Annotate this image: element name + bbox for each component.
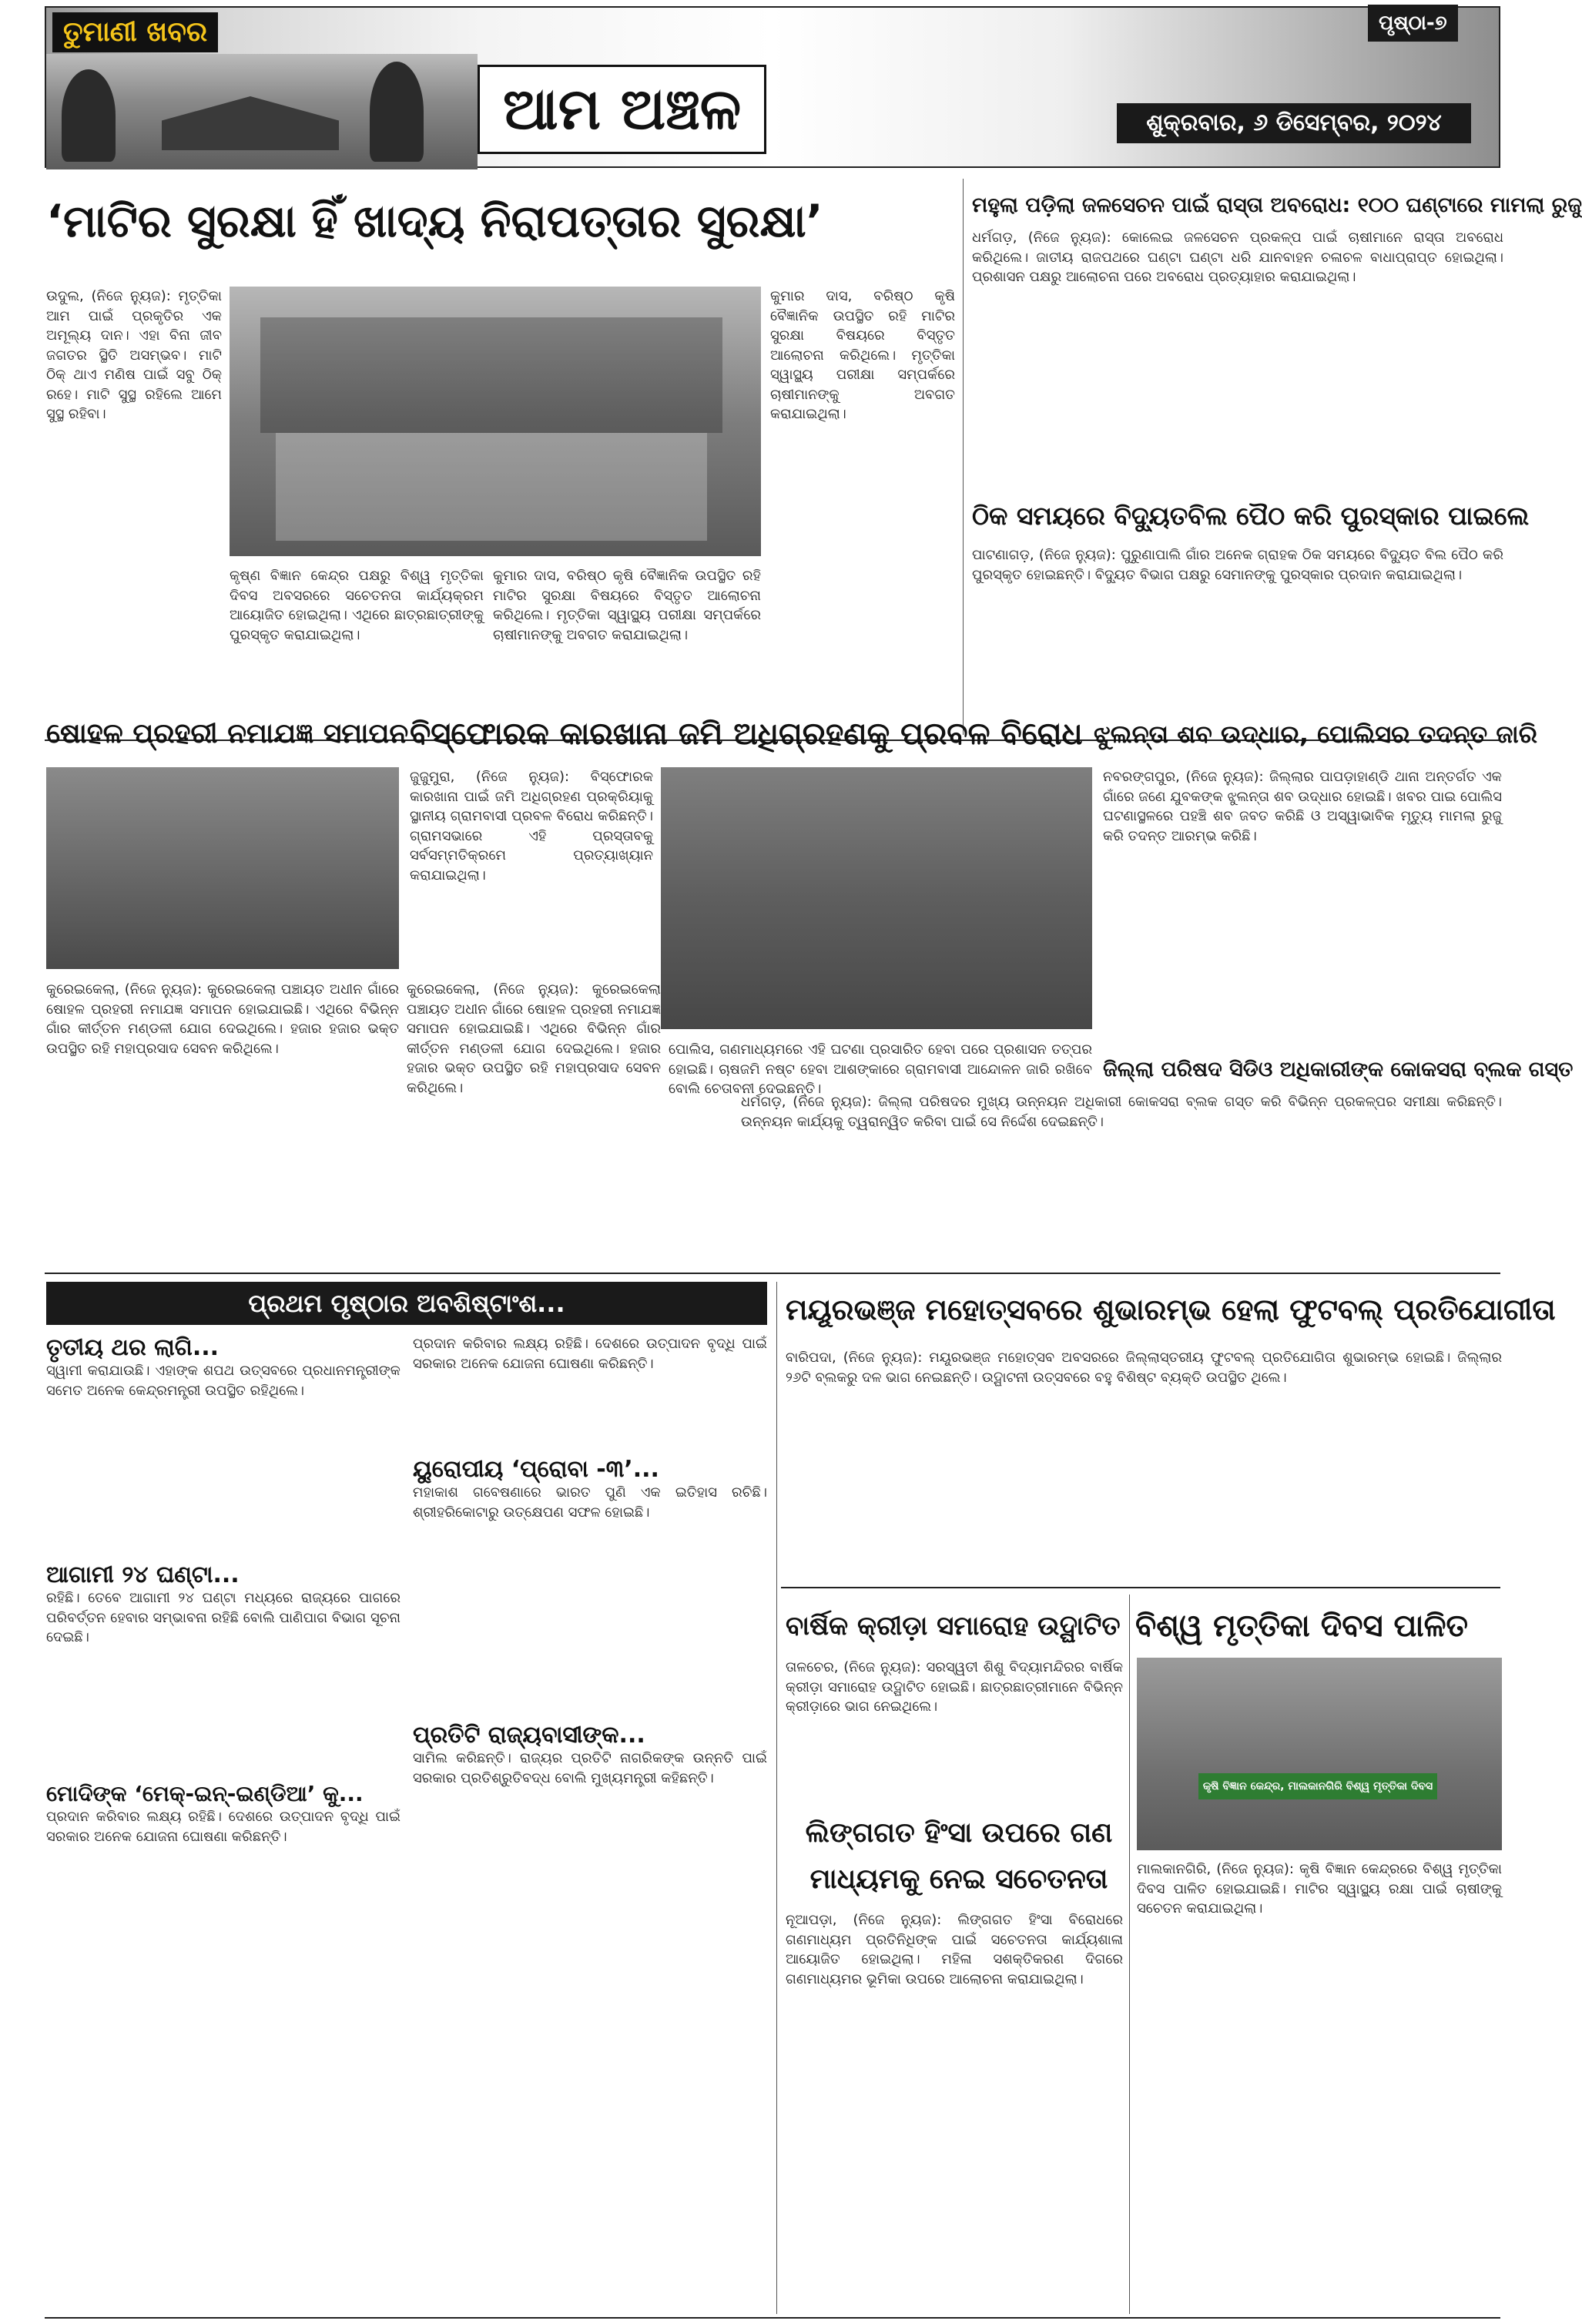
story-body: ଜୁଜୁମୁରା, (ନିଜେ ନ୍ୟୁଜ): ବିସ୍ଫୋରକ କାରଖାନା ପାଇଁ ଜମି ଅଧିଗ୍ରହଣ ପ୍ରକ୍ରିୟାକୁ ସ୍ଥାନୀୟ ଗ୍ରାମବାସୀ ପ୍ରବଳ ବିରୋଧ କରିଛନ୍ତି। ଗ୍ରାମସଭାରେ ଏହି ପ୍ରସ୍ତାବକୁ ସର୍ବସମ୍ମତିକ୍ରମେ ପ୍ରତ୍ୟାଖ୍ୟାନ କରାଯାଇଥିଲା। — [410, 769, 653, 884]
story-body: କୁମାର ଦାସ, ବରିଷ୍ଠ କୃଷି ବୈଜ୍ଞାନିକ ଉପସ୍ଥିତ ରହି ମାଟିର ସୁରକ୍ଷା ବିଷୟରେ ବିସ୍ତୃତ ଆଲୋଚନା କରିଥିଲେ। ମୃତ୍ତିକା ସ୍ୱାସ୍ଥ୍ୟ ପରୀକ୍ଷା ସମ୍ପର୍କରେ ଚାଷୀମାନଙ୍କୁ ଅବଗତ କରାଯାଇଥିଲା। — [493, 568, 761, 643]
headline-explosives-factory: ବିସ୍ଫୋରକ କାରଖାନା ଜମି ଅଧିଗ୍ରହଣକୁ ପ୍ରବଳ ବିରୋଧ — [410, 716, 1083, 752]
hut-shape — [162, 96, 339, 150]
continuation-text: ପ୍ରଦାନ କରିବାର ଲକ୍ଷ୍ୟ ରହିଛି। ଦେଶରେ ଉତ୍ପାଦନ ବୃଦ୍ଧି ପାଇଁ ସରକାର ଅନେକ ଯୋଜନା ଘୋଷଣା କରିଛନ୍ତି। — [46, 1809, 401, 1845]
continuation-heading: ଆଗାମୀ ୨୪ ଘଣ୍ଟା... — [46, 1561, 240, 1588]
continuation-column-right — [413, 1334, 767, 2312]
continuation-box-title: ପ୍ରଥମ ପୃଷ୍ଠାର ଅବଶିଷ୍ଟାଂଶ... — [46, 1282, 767, 1325]
continuation-column-left — [46, 1334, 401, 2312]
headline-cdo-visit: ଜିଲ୍ଲା ପରିଷଦ ସିଡିଓ ଅଧିକାରୀଙ୍କ କୋକସରା ବ୍ଲକ ଗସ୍ତ — [1103, 1058, 1574, 1082]
headline-football: ମୟୂରଭଞ୍ଜ ମହୋତ୍ସବରେ ଶୁଭାରମ୍ଭ ହେଲା ଫୁଟବଲ୍ ପ୍ରତିଯୋଗୀତା — [786, 1293, 1556, 1326]
tree-shape — [62, 69, 116, 162]
photo-religious-procession — [46, 767, 399, 969]
continuation-text: ମହାକାଶ ଗବେଷଣାରେ ଭାରତ ପୁଣି ଏକ ଇତିହାସ ରଚିଛି। ଶ୍ରୀହରିକୋଟାରୁ ଉତ୍କ୍ଷେପଣ ସଫଳ ହୋଇଛି। — [413, 1484, 767, 1521]
story-body: ପାଟଣାଗଡ଼, (ନିଜେ ନ୍ୟୁଜ): ପୁରୁଣାପାଲି ଗାଁର ଅନେକ ଗ୍ରାହକ ଠିକ ସମୟରେ ବିଦ୍ୟୁତ ବିଲ ପୈଠ କରି ପୁରସ୍କୃତ ହୋଇଛନ୍ତି। ବିଦ୍ୟୁତ ବିଭାଗ ପକ୍ଷରୁ ସେମାନଙ୍କୁ ପୁରସ୍କାର ପ୍ରଦାନ କରାଯାଇଥିଲା। — [972, 547, 1503, 583]
column-rule — [963, 179, 964, 735]
event-banner: କୃଷି ବିଜ୍ଞାନ କେନ୍ଦ୍ର, ମାଲକାନଗିରି ବିଶ୍ୱ ମୃତ୍ତିକା ଦିବସ — [1198, 1773, 1437, 1799]
story-body: କୁରେଇକେଲା, (ନିଜେ ନ୍ୟୁଜ): କୁରେଇକେଲା ପଞ୍ଚାୟତ ଅଧୀନ ଗାଁରେ ଷୋହଳ ପ୍ରହରୀ ନମାଯଜ୍ଞ ସମାପନ ହୋଇଯାଇଛି। ଏଥିରେ ବିଭିନ୍ନ ଗାଁର କୀର୍ତ୍ତନ ମଣ୍ଡଳୀ ଯୋଗ ଦେଇଥିଲେ। ହଜାର ହଜାର ଭକ୍ତ ଉପସ୍ଥିତ ରହି ମହାପ୍ରସାଦ ସେବନ କରିଥିଲେ। — [407, 981, 661, 1096]
horizontal-rule — [45, 1273, 1500, 1274]
story-body: ପୋଲିସ, ଗଣମାଧ୍ୟମରେ ଏହି ଘଟଣା ପ୍ରସାରିତ ହେବା ପରେ ପ୍ରଶାସନ ତତ୍ପର ହୋଇଛି। ଚାଷଜମି ନଷ୍ଟ ହେବା ଆଶଙ୍କାରେ ଗ୍ରାମବାସୀ ଆନ୍ଦୋଳନ ଜାରି ରଖିବେ ବୋଲି ଚେତାବନୀ ଦେଇଛନ୍ତି। — [669, 1041, 1092, 1097]
headline-road-block: ମହୁଲା ପଡ଼ିଲା ଜଳସେଚନ ପାଇଁ ରାସ୍ତା ଅବରୋଧ: ୧୦୦ ଘଣ୍ଟାରେ ମାମଲା ରୁଜୁ — [972, 193, 1582, 217]
story-body: ଧର୍ମଗଡ଼, (ନିଜେ ନ୍ୟୁଜ): କୋଲେଇ ଜଳସେଚନ ପ୍ରକଳ୍ପ ପାଇଁ ଚାଷୀମାନେ ରାସ୍ତା ଅବରୋଧ କରିଥିଲେ। ଜାତୀୟ ରାଜପଥରେ ଘଣ୍ଟା ଘଣ୍ଟା ଧରି ଯାନବାହନ ଚଳାଚଳ ବାଧାପ୍ରାପ୍ତ ହୋଇଥିଲା। ପ୍ରଶାସନ ପକ୍ଷରୁ ଆଲୋଚନା ପରେ ଅବରୋଧ ପ୍ରତ୍ୟାହାର କରାଯାଇଥିଲା। — [972, 230, 1503, 285]
column-rule — [1129, 1595, 1130, 2314]
page-number: ପୃଷ୍ଠା-୭ — [1368, 5, 1458, 42]
issue-date: ଶୁକ୍ରବାର, ୬ ଡିସେମ୍ବର, ୨୦୨୪ — [1117, 103, 1471, 143]
headline-gender-violence-line2: ମାଧ୍ୟମକୁ ନେଇ ସଚେତନତା — [809, 1863, 1108, 1895]
headline-soil-safety: ‘ମାଟିର ସୁରକ୍ଷା ହିଁ ଖାଦ୍ୟ ନିରାପତ୍ତାର ସୁରକ୍ଷା’ — [46, 195, 823, 247]
story-body: କୃଷ୍ଣ ବିଜ୍ଞାନ କେନ୍ଦ୍ର ପକ୍ଷରୁ ବିଶ୍ୱ ମୃତ୍ତିକା ଦିବସ ଅବସରରେ ସଚେତନତା କାର୍ଯ୍ୟକ୍ରମ ଆୟୋଜିତ ହୋଇଥିଲା। ଏଥିରେ ଛାତ୍ରଛାତ୍ରୀଙ୍କୁ ପୁରସ୍କୃତ କରାଯାଇଥିଲା। — [230, 568, 484, 643]
village-banner-image — [46, 54, 478, 169]
headline-hanging-body: ଝୁଲନ୍ତା ଶବ ଉଦ୍ଧାର, ପୋଲିସର ତଦନ୍ତ ଜାରି — [1094, 719, 1538, 749]
headline-gender-violence-line1: ଲିଙ୍ଗଗତ ହିଂସା ଉପରେ ଗଣ — [805, 1817, 1113, 1849]
newspaper-brand: ତୁମାଣୀ ଖବର — [52, 12, 218, 52]
masthead — [45, 6, 1500, 168]
column-rule — [776, 1282, 777, 2314]
story-body: ବାରିପଦା, (ନିଜେ ନ୍ୟୁଜ): ମୟୂରଭଞ୍ଜ ମହୋତ୍ସବ ଅବସରରେ ଜିଲ୍ଲାସ୍ତରୀୟ ଫୁଟବଲ୍ ପ୍ରତିଯୋଗିତା ଶୁଭାରମ୍ଭ ହୋଇଛି। ଜିଲ୍ଲାର ୨୬ଟି ବ୍ଲକରୁ ଦଳ ଭାଗ ନେଇଛନ୍ତି। ଉଦ୍ଘାଟନୀ ଉତ୍ସବରେ ବହୁ ବିଶିଷ୍ଟ ବ୍ୟକ୍ତି ଉପସ୍ଥିତ ଥିଲେ। — [786, 1350, 1502, 1386]
story-body: ମାଲକାନଗିରି, (ନିଜେ ନ୍ୟୁଜ): କୃଷି ବିଜ୍ଞାନ କେନ୍ଦ୍ରରେ ବିଶ୍ୱ ମୃତ୍ତିକା ଦିବସ ପାଳିତ ହୋଇଯାଇଛି। ମାଟିର ସ୍ୱାସ୍ଥ୍ୟ ରକ୍ଷା ପାଇଁ ଚାଷୀଙ୍କୁ ସଚେତନ କରାଯାଇଥିଲା। — [1137, 1861, 1502, 1917]
continuation-text: ପ୍ରଦାନ କରିବାର ଲକ୍ଷ୍ୟ ରହିଛି। ଦେଶରେ ଉତ୍ପାଦନ ବୃଦ୍ଧି ପାଇଁ ସରକାର ଅନେକ ଯୋଜନା ଘୋଷଣା କରିଛନ୍ତି। — [413, 1336, 767, 1372]
photo-village-meeting — [661, 767, 1092, 1029]
section-title: ଆମ ଅଞ୍ଚଳ — [478, 65, 766, 154]
horizontal-rule — [781, 1587, 1500, 1588]
story-body: ଉଦୁଲ, (ନିଜେ ନ୍ୟୁଜ): ମୃତ୍ତିକା ଆମ ପାଇଁ ପ୍ରକୃତିର ଏକ ଅମୂଲ୍ୟ ଦାନ। ଏହା ବିନା ଜୀବ ଜଗତର ସ୍ଥିତି ଅସମ୍ଭବ। ମାଟି ଠିକ୍ ଥାଏ ମଣିଷ ପାଇଁ ସବୁ ଠିକ୍ ରହେ। ମାଟି ସୁସ୍ଥ ରହିଲେ ଆମେ ସୁସ୍ଥ ରହିବା। — [46, 288, 222, 422]
story-body: କୁମାର ଦାସ, ବରିଷ୍ଠ କୃଷି ବୈଜ୍ଞାନିକ ଉପସ୍ଥିତ ରହି ମାଟିର ସୁରକ୍ଷା ବିଷୟରେ ବିସ୍ତୃତ ଆଲୋଚନା କରିଥିଲେ। ମୃତ୍ତିକା ସ୍ୱାସ୍ଥ୍ୟ ପରୀକ୍ଷା ସମ୍ପର୍କରେ ଚାଷୀମାନଙ୍କୁ ଅବଗତ କରାଯାଇଥିଲା। — [770, 288, 955, 422]
headline-soil-day: ବିଶ୍ୱ ମୃତ୍ତିକା ଦିବସ ପାଳିତ — [1135, 1608, 1468, 1644]
photo-soil-day-event — [1137, 1658, 1502, 1850]
tree-shape — [370, 62, 424, 162]
story-body: ନବରଙ୍ଗପୁର, (ନିଜେ ନ୍ୟୁଜ): ଜିଲ୍ଲାର ପାପଡ଼ାହାଣ୍ଡି ଥାନା ଅନ୍ତର୍ଗତ ଏକ ଗାଁରେ ଜଣେ ଯୁବକଙ୍କ ଝୁଲନ୍ତା ଶବ ଉଦ୍ଧାର ହୋଇଛି। ଖବର ପାଇ ପୋଲିସ ଘଟଣାସ୍ଥଳରେ ପହଞ୍ଚି ଶବ ଜବତ କରିଛି ଓ ଅସ୍ୱାଭାବିକ ମୃତ୍ୟୁ ମାମଲା ରୁଜୁ କରି ତଦନ୍ତ ଆରମ୍ଭ କରିଛି। — [1103, 769, 1502, 844]
continuation-text: ରହିଛି। ତେବେ ଆଗାମୀ ୨୪ ଘଣ୍ଟା ମଧ୍ୟରେ ରାଜ୍ୟରେ ପାଗରେ ପରିବର୍ତ୍ତନ ହେବାର ସମ୍ଭାବନା ରହିଛି ବୋଲି ପାଣିପାଗ ବିଭାଗ ସୂଚନା ଦେଇଛି। — [46, 1590, 401, 1645]
headline-electricity-bill: ଠିକ ସମୟରେ ବିଦ୍ୟୁତବିଲ ପୈଠ କରି ପୁରସ୍କାର ପାଇଲେ — [972, 501, 1530, 531]
continuation-heading: ୟୁରୋପୀୟ ‘ପ୍ରୋବା -୩’... — [413, 1456, 659, 1483]
continuation-heading: ତୃତୀୟ ଥର ଲାଗି... — [46, 1334, 220, 1361]
headline-namayajna: ଷୋହଳ ପ୍ରହରୀ ନମାଯଜ୍ଞ ସମାପନ — [46, 718, 409, 750]
continuation-heading: ମୋଦିଙ୍କ ‘ମେକ୍-ଇନ୍-ଇଣ୍ଡିଆ’ କୁ... — [46, 1781, 364, 1806]
continuation-text: ସ୍ୱାମୀ କରାଯାଉଛି। ଏହାଙ୍କ ଶପଥ ଉତ୍ସବରେ ପ୍ରଧାନମନ୍ତ୍ରୀଙ୍କ ସମେତ ଅନେକ କେନ୍ଦ୍ରମନ୍ତ୍ରୀ ଉପସ୍ଥିତ ରହିଥିଲେ। — [46, 1363, 401, 1399]
story-body: ନୂଆପଡ଼ା, (ନିଜେ ନ୍ୟୁଜ): ଲିଙ୍ଗଗତ ହିଂସା ବିରୋଧରେ ଗଣମାଧ୍ୟମ ପ୍ରତିନିଧିଙ୍କ ପାଇଁ ସଚେତନତା କାର୍ଯ୍ୟଶାଳା ଆୟୋଜିତ ହୋଇଥିଲା। ମହିଳା ସଶକ୍ତିକରଣ ଦିଗରେ ଗଣମାଧ୍ୟମର ଭୂମିକା ଉପରେ ଆଲୋଚନା କରାଯାଇଥିଲା। — [786, 1912, 1123, 1987]
story-body: କୁରେଇକେଲା, (ନିଜେ ନ୍ୟୁଜ): କୁରେଇକେଲା ପଞ୍ଚାୟତ ଅଧୀନ ଗାଁରେ ଷୋହଳ ପ୍ରହରୀ ନମାଯଜ୍ଞ ସମାପନ ହୋଇଯାଇଛି। ଏଥିରେ ବିଭିନ୍ନ ଗାଁର କୀର୍ତ୍ତନ ମଣ୍ଡଳୀ ଯୋଗ ଦେଇଥିଲେ। ହଜାର ହଜାର ଭକ୍ତ ଉପସ୍ଥିତ ରହି ମହାପ୍ରସାଦ ସେବନ କରିଥିଲେ। — [46, 981, 399, 1057]
bottom-rule — [45, 2317, 1500, 2319]
continuation-text: ସାମିଲ କରିଛନ୍ତି। ରାଜ୍ୟର ପ୍ରତିଟି ନାଗରିକଙ୍କ ଉନ୍ନତି ପାଇଁ ସରକାର ପ୍ରତିଶ୍ରୁତିବଦ୍ଧ ବୋଲି ମୁଖ୍ୟମନ୍ତ୍ରୀ କହିଛନ୍ତି। — [413, 1750, 767, 1786]
story-body: ତାଳଚେର, (ନିଜେ ନ୍ୟୁଜ): ସରସ୍ୱତୀ ଶିଶୁ ବିଦ୍ୟାମନ୍ଦିରର ବାର୍ଷିକ କ୍ରୀଡ଼ା ସମାରୋହ ଉଦ୍ଘାଟିତ ହୋଇଛି। ଛାତ୍ରଛାତ୍ରୀମାନେ ବିଭିନ୍ନ କ୍ରୀଡ଼ାରେ ଭାଗ ନେଇଥିଲେ। — [786, 1659, 1123, 1715]
headline-sports-meet: ବାର୍ଷିକ କ୍ରୀଡ଼ା ସମାରୋହ ଉଦ୍ଘାଟିତ — [786, 1611, 1121, 1642]
continuation-heading: ପ୍ରତିଟି ରାଜ୍ୟବାସୀଙ୍କ... — [413, 1722, 645, 1749]
photo-award-ceremony — [230, 287, 761, 556]
story-body: ଧର୍ମଗଡ଼, (ନିଜେ ନ୍ୟୁଜ): ଜିଲ୍ଲା ପରିଷଦର ମୁଖ୍ୟ ଉନ୍ନୟନ ଅଧିକାରୀ କୋକସରା ବ୍ଲକ ଗସ୍ତ କରି ବିଭିନ୍ନ ପ୍ରକଳ୍ପର ସମୀକ୍ଷା କରିଛନ୍ତି। ଉନ୍ନୟନ କାର୍ଯ୍ୟକୁ ତ୍ୱରାନ୍ୱିତ କରିବା ପାଇଁ ସେ ନିର୍ଦ୍ଦେଶ ଦେଇଛନ୍ତି। — [741, 1094, 1502, 1130]
